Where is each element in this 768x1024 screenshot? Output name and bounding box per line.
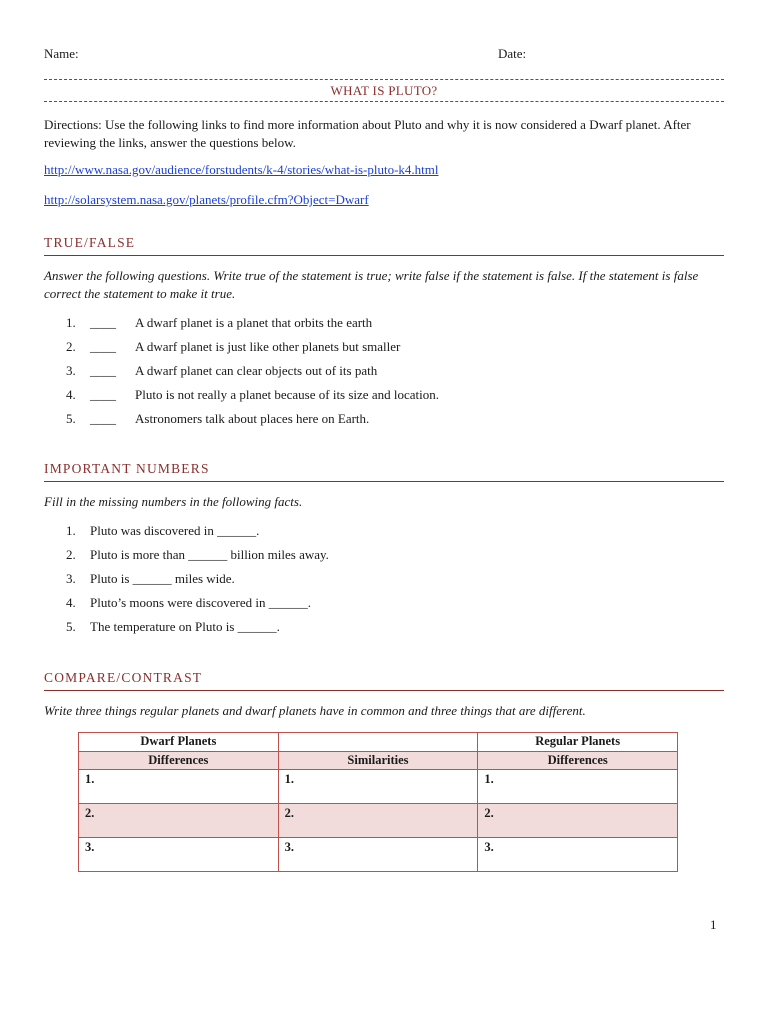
list-item xyxy=(66,522,329,546)
item-text: Pluto’s moons were discovered in ______. xyxy=(90,595,311,610)
subheader-differences-regular: Differences xyxy=(478,752,678,770)
table-cell[interactable]: 3. xyxy=(278,838,478,872)
list-item xyxy=(66,338,439,362)
true-false-heading: TRUE/FALSE xyxy=(44,235,724,256)
answer-blank: ____ xyxy=(90,339,116,354)
item-text: Pluto was discovered in ______. xyxy=(90,523,260,538)
header-blank xyxy=(278,733,478,752)
important-numbers-list xyxy=(66,522,329,642)
compare-table xyxy=(78,732,678,872)
list-item xyxy=(66,546,329,570)
list-item xyxy=(66,386,439,410)
title-bottom-rule xyxy=(44,101,724,102)
item-number: 1. xyxy=(66,523,76,538)
table-cell[interactable]: 2. xyxy=(79,804,279,838)
directions-text: Directions: Use the following links to find more information about Pluto and why it is now considered a Dwarf planet. After reviewing the links, answer the questions below. xyxy=(44,117,691,150)
table-row xyxy=(79,804,678,838)
table-row xyxy=(79,838,678,872)
item-text: Astronomers talk about places here on Earth. xyxy=(135,411,370,426)
name-label: Name: xyxy=(44,46,79,61)
answer-blank: ____ xyxy=(90,411,116,426)
answer-blank: ____ xyxy=(90,363,116,378)
table-cell[interactable]: 2. xyxy=(478,804,678,838)
item-number: 5. xyxy=(66,411,76,426)
title-top-rule xyxy=(44,79,724,80)
item-text: Pluto is not really a planet because of its size and location. xyxy=(135,387,439,402)
item-number: 3. xyxy=(66,363,76,378)
table-cell[interactable]: 3. xyxy=(478,838,678,872)
answer-blank: ____ xyxy=(90,387,116,402)
answer-blank: ____ xyxy=(90,315,116,330)
table-header-row xyxy=(79,733,678,752)
header-regular-planets: Regular Planets xyxy=(478,733,678,752)
item-text: Pluto is ______ miles wide. xyxy=(90,571,235,586)
page-title: WHAT IS PLUTO? xyxy=(330,83,438,98)
date-label: Date: xyxy=(498,46,527,61)
table-subheader-row xyxy=(79,752,678,770)
solarsystem-dwarf-link[interactable]: http://solarsystem.nasa.gov/planets/profile.cfm?Object=Dwarf xyxy=(44,192,369,207)
important-numbers-heading: IMPORTANT NUMBERS xyxy=(44,461,724,482)
item-text: Pluto is more than ______ billion miles away. xyxy=(90,547,329,562)
list-item xyxy=(66,314,439,338)
list-item xyxy=(66,570,329,594)
list-item xyxy=(66,594,329,618)
true-false-list xyxy=(66,314,439,434)
item-number: 5. xyxy=(66,619,76,634)
compare-contrast-instructions: Write three things regular planets and dwarf planets have in common and three things that are different. xyxy=(44,703,586,718)
page-number: 1 xyxy=(710,917,717,932)
item-number: 4. xyxy=(66,595,76,610)
item-text: A dwarf planet is just like other planets but smaller xyxy=(135,339,401,354)
item-number: 2. xyxy=(66,547,76,562)
item-text: The temperature on Pluto is ______. xyxy=(90,619,280,634)
item-number: 4. xyxy=(66,387,76,402)
compare-contrast-heading: COMPARE/CONTRAST xyxy=(44,670,724,691)
table-cell[interactable]: 1. xyxy=(478,770,678,804)
table-cell[interactable]: 1. xyxy=(278,770,478,804)
nasa-pluto-link[interactable]: http://www.nasa.gov/audience/forstudents/k-4/stories/what-is-pluto-k4.html xyxy=(44,162,439,177)
subheader-differences-dwarf: Differences xyxy=(79,752,279,770)
item-number: 3. xyxy=(66,571,76,586)
table-row xyxy=(79,770,678,804)
list-item xyxy=(66,410,439,434)
item-text: A dwarf planet is a planet that orbits the earth xyxy=(135,315,373,330)
item-text: A dwarf planet can clear objects out of its path xyxy=(135,363,378,378)
subheader-similarities: Similarities xyxy=(278,752,478,770)
table-cell[interactable]: 2. xyxy=(278,804,478,838)
item-number: 2. xyxy=(66,339,76,354)
list-item xyxy=(66,362,439,386)
important-numbers-instructions: Fill in the missing numbers in the following facts. xyxy=(44,494,303,509)
true-false-instructions: Answer the following questions. Write true of the statement is true; write false if the statement is false. If the statement is false correct the statement to make it true. xyxy=(44,268,699,301)
table-cell[interactable]: 3. xyxy=(79,838,279,872)
header-dwarf-planets: Dwarf Planets xyxy=(79,733,279,752)
table-cell[interactable]: 1. xyxy=(79,770,279,804)
item-number: 1. xyxy=(66,315,76,330)
list-item xyxy=(66,618,329,642)
